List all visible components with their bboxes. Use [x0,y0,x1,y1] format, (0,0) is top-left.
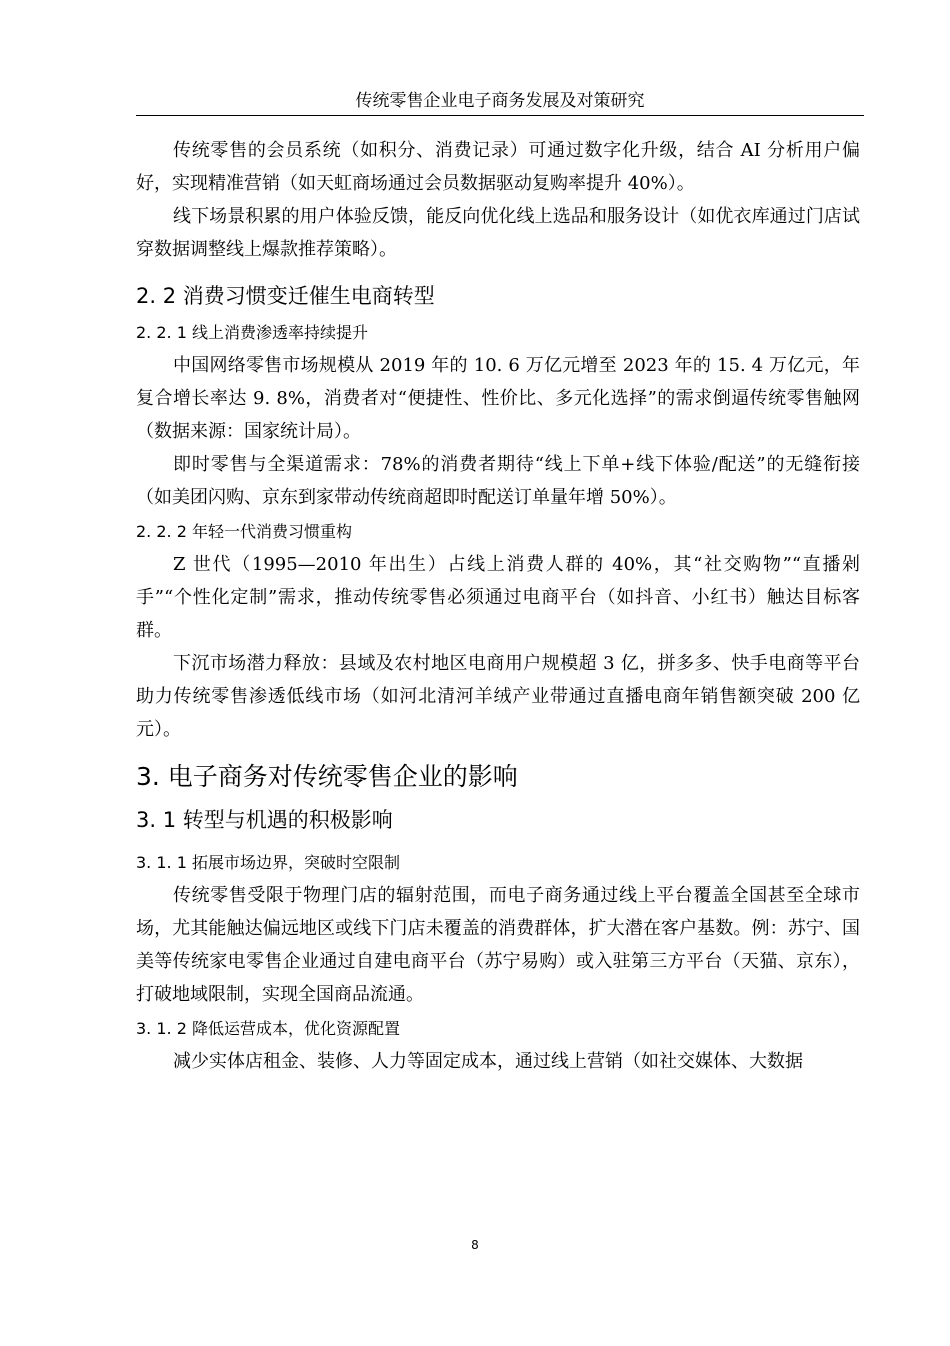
document-body [136,134,860,1078]
heading-3: 3. 电子商务对传统零售企业的影响 [136,762,518,791]
paragraph-member-system: 传统零售的会员系统（如积分、消费记录）可通过数字化升级，结合 AI 分析用户偏好，实现精准营销（如天虹商场通过会员数据驱动复购率提升 40%）。 [136,140,860,194]
header-rule [136,115,864,116]
paragraph-online-retail-scale: 中国网络零售市场规模从 2019 年的 10. 6 万亿元增至 2023 年的 15. 4 万亿元，年复合增长率达 9. 8%，消费者对“便捷性、性价比、多元化选择”的需求倒逼传统零售触网（数据来源：国家统计局）。 [136,355,860,442]
paragraph-lower-tier-market: 下沉市场潜力释放：县域及农村地区电商用户规模超 3 亿，拼多多、快手电商等平台助力传统零售渗透低线市场（如河北清河羊绒产业带通过直播电商年销售额突破 200 亿元）。 [136,653,860,740]
paragraph-offline-feedback: 线下场景积累的用户体验反馈，能反向优化线上选品和服务设计（如优衣库通过门店试穿数据调整线上爆款推荐策略）。 [136,206,860,260]
heading-3-1-1: 3. 1. 1 拓展市场边界，突破时空限制 [136,853,400,872]
paragraph-gen-z: Z 世代（1995—2010 年出生）占线上消费人群的 40%，其“社交购物”“直播剁手”“个性化定制”需求，推动传统零售必须通过电商平台（如抖音、小红书）触达目标客群。 [136,554,860,641]
page-number: 8 [471,1238,479,1252]
heading-3-1: 3. 1 转型与机遇的积极影响 [136,808,393,832]
paragraph-instant-retail: 即时零售与全渠道需求：78%的消费者期待“线上下单+线下体验/配送”的无缝衔接（如美团闪购、京东到家带动传统商超即时配送订单量年增 50%）。 [136,454,860,508]
heading-2-2-1: 2. 2. 1 线上消费渗透率持续提升 [136,323,368,342]
paragraph-cost-reduction: 减少实体店租金、装修、人力等固定成本，通过线上营销（如社交媒体、大数据 [173,1051,803,1072]
paragraph-market-boundary: 传统零售受限于物理门店的辐射范围，而电子商务通过线上平台覆盖全国甚至全球市场，尤其能触达偏远地区或线下门店未覆盖的消费群体，扩大潜在客户基数。例：苏宁、国美等传统家电零售企业通过自建电商平台（苏宁易购）或入驻第三方平台（天猫、京东），打破地域限制，实现全国商品流通。 [136,885,860,1005]
heading-2-2-2: 2. 2. 2 年轻一代消费习惯重构 [136,522,352,541]
running-header: 传统零售企业电子商务发展及对策研究 [355,91,645,111]
heading-3-1-2: 3. 1. 2 降低运营成本，优化资源配置 [136,1019,400,1038]
heading-2-2: 2. 2 消费习惯变迁催生电商转型 [136,284,435,308]
